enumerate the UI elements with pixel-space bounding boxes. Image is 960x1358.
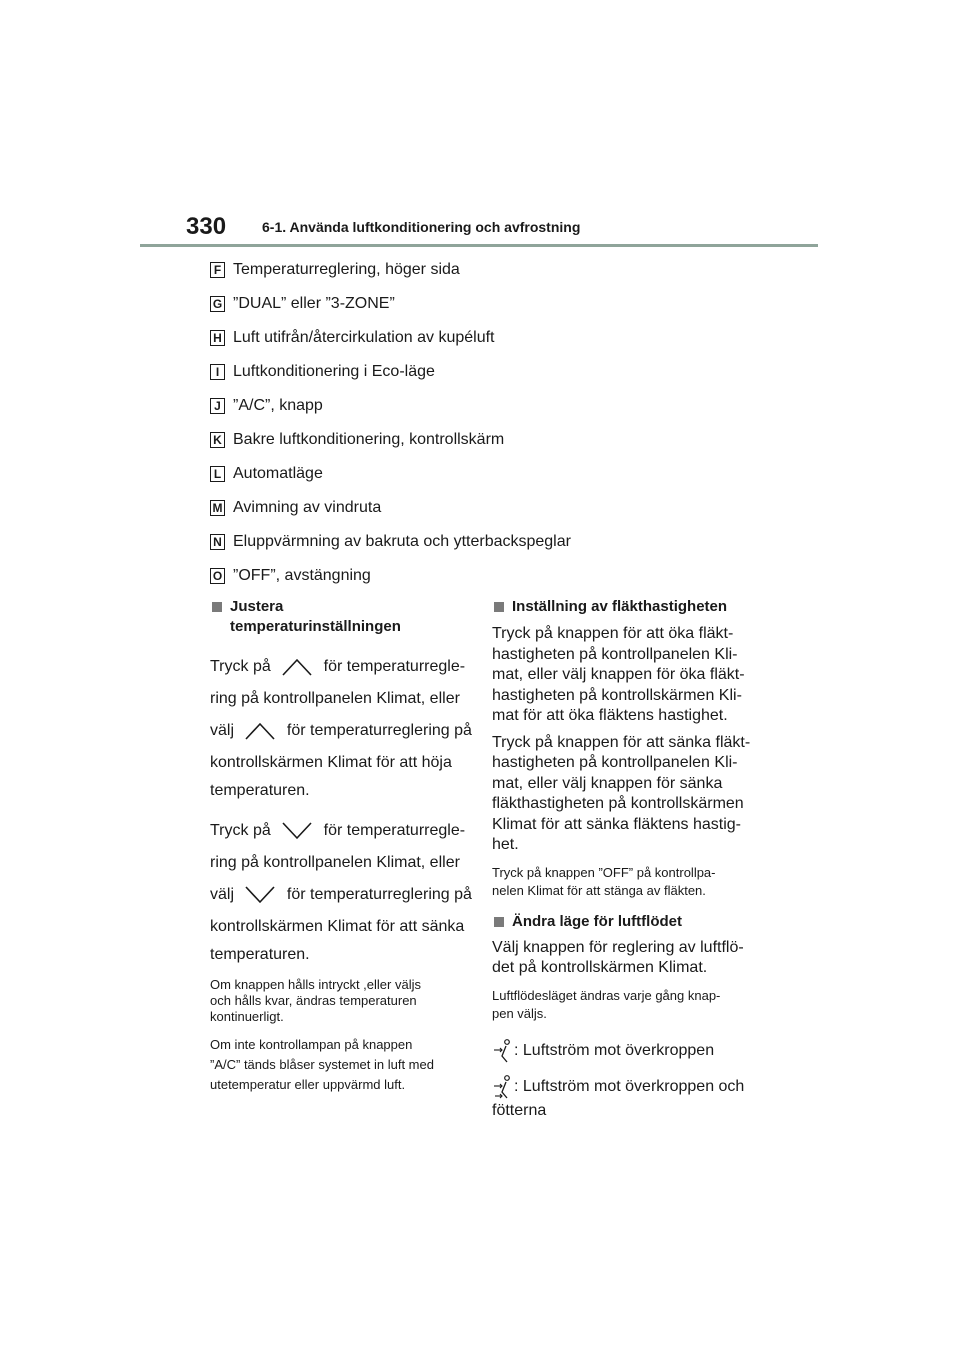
airflow-upper-body-feet-icon (492, 1075, 514, 1101)
legend-item (210, 464, 323, 484)
paragraph-lower-temp: Tryck på för temperaturregle- ring på kontrollpanelen Klimat, eller välj för temperaturreglering på kontrollskärmen Klimat för att sänka temperaturen. (210, 822, 472, 963)
legend-text: Temperaturreglering, höger sida (233, 261, 460, 278)
section-title: 6-1. Använda luftkonditionering och avfrostning (262, 219, 581, 235)
legend-text: Bakre luftkonditionering, kontrollskärm (233, 431, 505, 448)
paragraph-fan-increase: Tryck på knappen för att öka fläkt- hastigheten på kontrollpanelen Kli- mat, eller välj knappen för öka fläkt- hastigheten på kontrollskärmen Kli- mat för att öka fläktens hastighet. (492, 625, 745, 724)
header-divider (140, 244, 818, 247)
chevron-up-icon (279, 657, 315, 677)
legend-badge: O (210, 568, 225, 584)
legend-badge: M (210, 500, 225, 516)
legend-text: Eluppvärmning av bakruta och ytterbackspeglar (233, 533, 571, 550)
legend-text: Automatläge (233, 465, 323, 482)
legend-text: Luftkonditionering i Eco-läge (233, 363, 435, 380)
note-continuous: Om knappen hålls intryckt ,eller väljs och hålls kvar, ändras temperaturen kontinuerligt. (210, 977, 421, 1024)
legend-badge: G (210, 296, 225, 312)
legend-badge: N (210, 534, 225, 550)
airflow-mode-upper-feet: : Luftström mot överkroppen och fötterna (492, 1075, 762, 1122)
legend-text: Avimning av vindruta (233, 499, 382, 516)
legend-item (210, 498, 381, 518)
legend-text: Luft utifrån/återcirkulation av kupéluft (233, 329, 495, 346)
legend-badge: H (210, 330, 225, 346)
legend-item (210, 430, 504, 450)
square-bullet-icon (494, 917, 504, 927)
section-heading-temperature: Justera temperaturinställningen (210, 597, 472, 637)
paragraph-airflow: Välj knappen för reglering av luftflö- det på kontrollskärmen Klimat. (492, 938, 744, 976)
note-airflow: Luftflödesläget ändras varje gång knap- pen väljs. (492, 987, 721, 1021)
legend-text: ”DUAL” eller ”3-ZONE” (233, 295, 395, 312)
airflow-upper-body-icon (492, 1039, 514, 1065)
legend-item (210, 328, 494, 348)
section-heading-fan: Inställning av fläkthastigheten (492, 597, 762, 617)
note-fan-off: Tryck på knappen ”OFF” på kontrollpa- nelen Klimat för att stänga av fläkten. (492, 864, 716, 898)
legend-badge: J (210, 398, 225, 414)
page-number: 330 (186, 213, 227, 240)
square-bullet-icon (494, 602, 504, 612)
section-heading-airflow: Ändra läge för luftflödet (492, 912, 762, 932)
legend-badge: L (210, 466, 225, 482)
legend-item (210, 396, 323, 416)
chevron-down-icon (279, 821, 315, 841)
legend-text: ”A/C”, knapp (233, 397, 323, 414)
legend-text: ”OFF”, avstängning (233, 567, 371, 584)
legend-badge: I (210, 364, 225, 380)
legend-item (210, 260, 460, 280)
legend-item (210, 566, 371, 586)
note-ac: Om inte kontrollampan på knappen ”A/C” tänds blåser systemet in luft med utetemperatur eller uppvärmd luft. (210, 1037, 434, 1092)
legend-item (210, 532, 571, 552)
chevron-up-icon (242, 721, 278, 741)
legend-badge: K (210, 432, 225, 448)
paragraph-raise-temp: Tryck på för temperaturregle- ring på kontrollpanelen Klimat, eller välj för temperaturreglering på kontrollskärmen Klimat för att höja temperaturen. (210, 658, 472, 799)
left-column (210, 597, 472, 1095)
legend-item (210, 294, 395, 314)
legend-item (210, 362, 435, 382)
right-column (492, 597, 762, 1121)
airflow-mode-upper: : Luftström mot överkroppen (492, 1039, 762, 1065)
square-bullet-icon (212, 602, 222, 612)
legend-badge: F (210, 262, 225, 278)
paragraph-fan-decrease: Tryck på knappen för att sänka fläkt- hastigheten på kontrollpanelen Kli- mat, eller välj knappen för sänka fläkthastigheten på kontrollskärmen Klimat för att sänka fläktens hastig- het. (492, 733, 751, 853)
chevron-down-icon (242, 885, 278, 905)
